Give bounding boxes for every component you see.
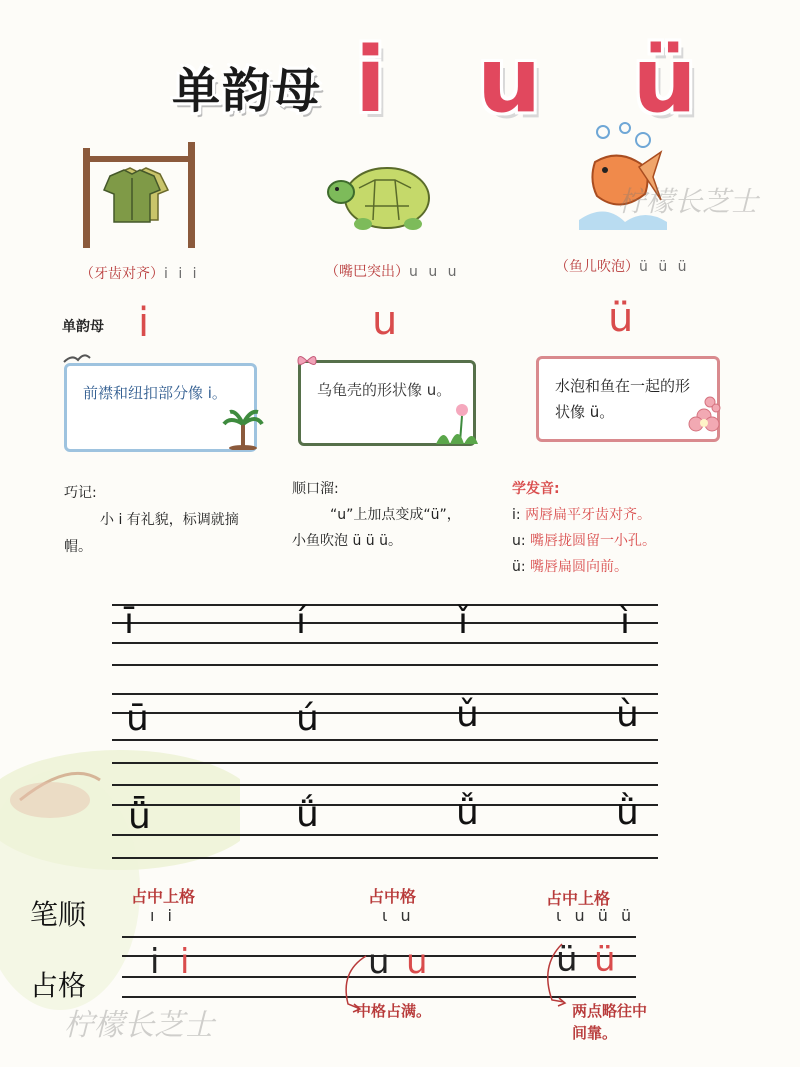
tone-v-2: ǘ (296, 794, 319, 835)
flower-grass-icon (432, 400, 482, 446)
description-box-i: 前襟和纽扣部分像 i。 (64, 363, 257, 452)
group-label-i: 占中上格 (131, 887, 196, 906)
mnemonic-i: （牙齿对齐）i i i (80, 266, 200, 282)
grid-position-label: 占格 (30, 969, 87, 1002)
vowel-u: u (372, 298, 398, 344)
pronunciation-v: ü: 嘴唇扁圆向前。 (512, 559, 629, 575)
mnemonic-u: （嘴巴突出）u u u (325, 264, 460, 280)
pronunciation-i: i: 两唇扁平牙齿对齐。 (512, 507, 652, 523)
description-box-u: 乌龟壳的形状像 u。 (298, 360, 476, 446)
memory-label: 巧记: (64, 485, 97, 501)
grid-line (112, 693, 658, 695)
strokes-i: ı i (150, 906, 176, 925)
grid-letter-v-red: ü (594, 940, 616, 980)
note-dots-center: 两点略往中间靠。 (572, 1002, 648, 1042)
grid-line (112, 804, 658, 806)
description-box-v: 水泡和鱼在一起的形状像 ü。 (536, 356, 720, 442)
grid-line (112, 604, 658, 606)
grid-line (112, 857, 658, 859)
flower-icon (684, 394, 724, 440)
grid-line (112, 642, 658, 644)
tone-i-1: ī (124, 601, 135, 642)
clothes-rack-icon (78, 138, 203, 248)
title-letters: i u ü (355, 28, 727, 133)
tone-u-1: ū (126, 698, 149, 739)
tone-u-3: ǔ (456, 694, 479, 735)
grid-letter-u-black: u (368, 942, 390, 982)
rhyme-line-2: 小鱼吹泡 ü ü ü。 (292, 533, 402, 549)
note-middle-full: 中格占满。 (356, 1002, 432, 1020)
mnemonic-v: （鱼儿吹泡）ü ü ü (555, 259, 690, 275)
strokes-v: ι u ü ü (556, 906, 636, 925)
tone-v-3: ǚ (456, 792, 479, 833)
tone-i-3: ǐ (458, 601, 469, 642)
grid-line (112, 664, 658, 666)
grid-line (112, 784, 658, 786)
group-label-v: 占中上格 (546, 889, 611, 908)
grid-letter-u-red: u (406, 942, 428, 982)
pronunciation-u: u: 嘴唇拢圆留一小孔。 (512, 533, 657, 549)
grid-line (112, 712, 658, 714)
memory-text: 小 i 有礼貌，标调就摘帽。 (64, 512, 239, 555)
grid-letter-i-black: i (150, 942, 160, 982)
rhyme-label: 顺口溜: (292, 481, 339, 497)
vowel-row-label: 单韵母 (62, 319, 104, 335)
grid-line (112, 739, 658, 741)
palm-tree-icon (222, 408, 264, 450)
tone-v-4: ǜ (616, 792, 639, 833)
grid-line (112, 834, 658, 836)
tone-u-4: ù (616, 694, 639, 735)
vowel-i: i (138, 300, 150, 346)
stroke-order-label: 笔顺 (30, 898, 87, 931)
group-label-u: 占中格 (368, 887, 417, 906)
grid-line (112, 622, 658, 624)
rhyme-line-1: “u”上加点变成“ü”， (330, 507, 461, 523)
butterfly-icon (296, 352, 318, 370)
tone-v-1: ǖ (128, 796, 151, 837)
page-title: 单韵母 (172, 63, 323, 119)
watermark: 柠檬长芝士 (64, 1008, 214, 1043)
grid-line (122, 936, 636, 938)
grid-line (112, 762, 658, 764)
vowel-v: ü (608, 295, 634, 341)
pronunciation-label: 学发音: (512, 481, 560, 497)
tone-u-2: ú (296, 698, 319, 739)
turtle-icon (325, 158, 440, 238)
grid-letter-i-red: i (180, 942, 190, 982)
grid-letter-v-black: ü (556, 940, 578, 980)
tone-i-4: ì (620, 601, 631, 642)
strokes-u: ι u (382, 906, 415, 925)
tone-i-2: í (296, 601, 307, 642)
bird-icon (62, 352, 92, 366)
watermark: 柠檬长芝士 (618, 185, 759, 218)
